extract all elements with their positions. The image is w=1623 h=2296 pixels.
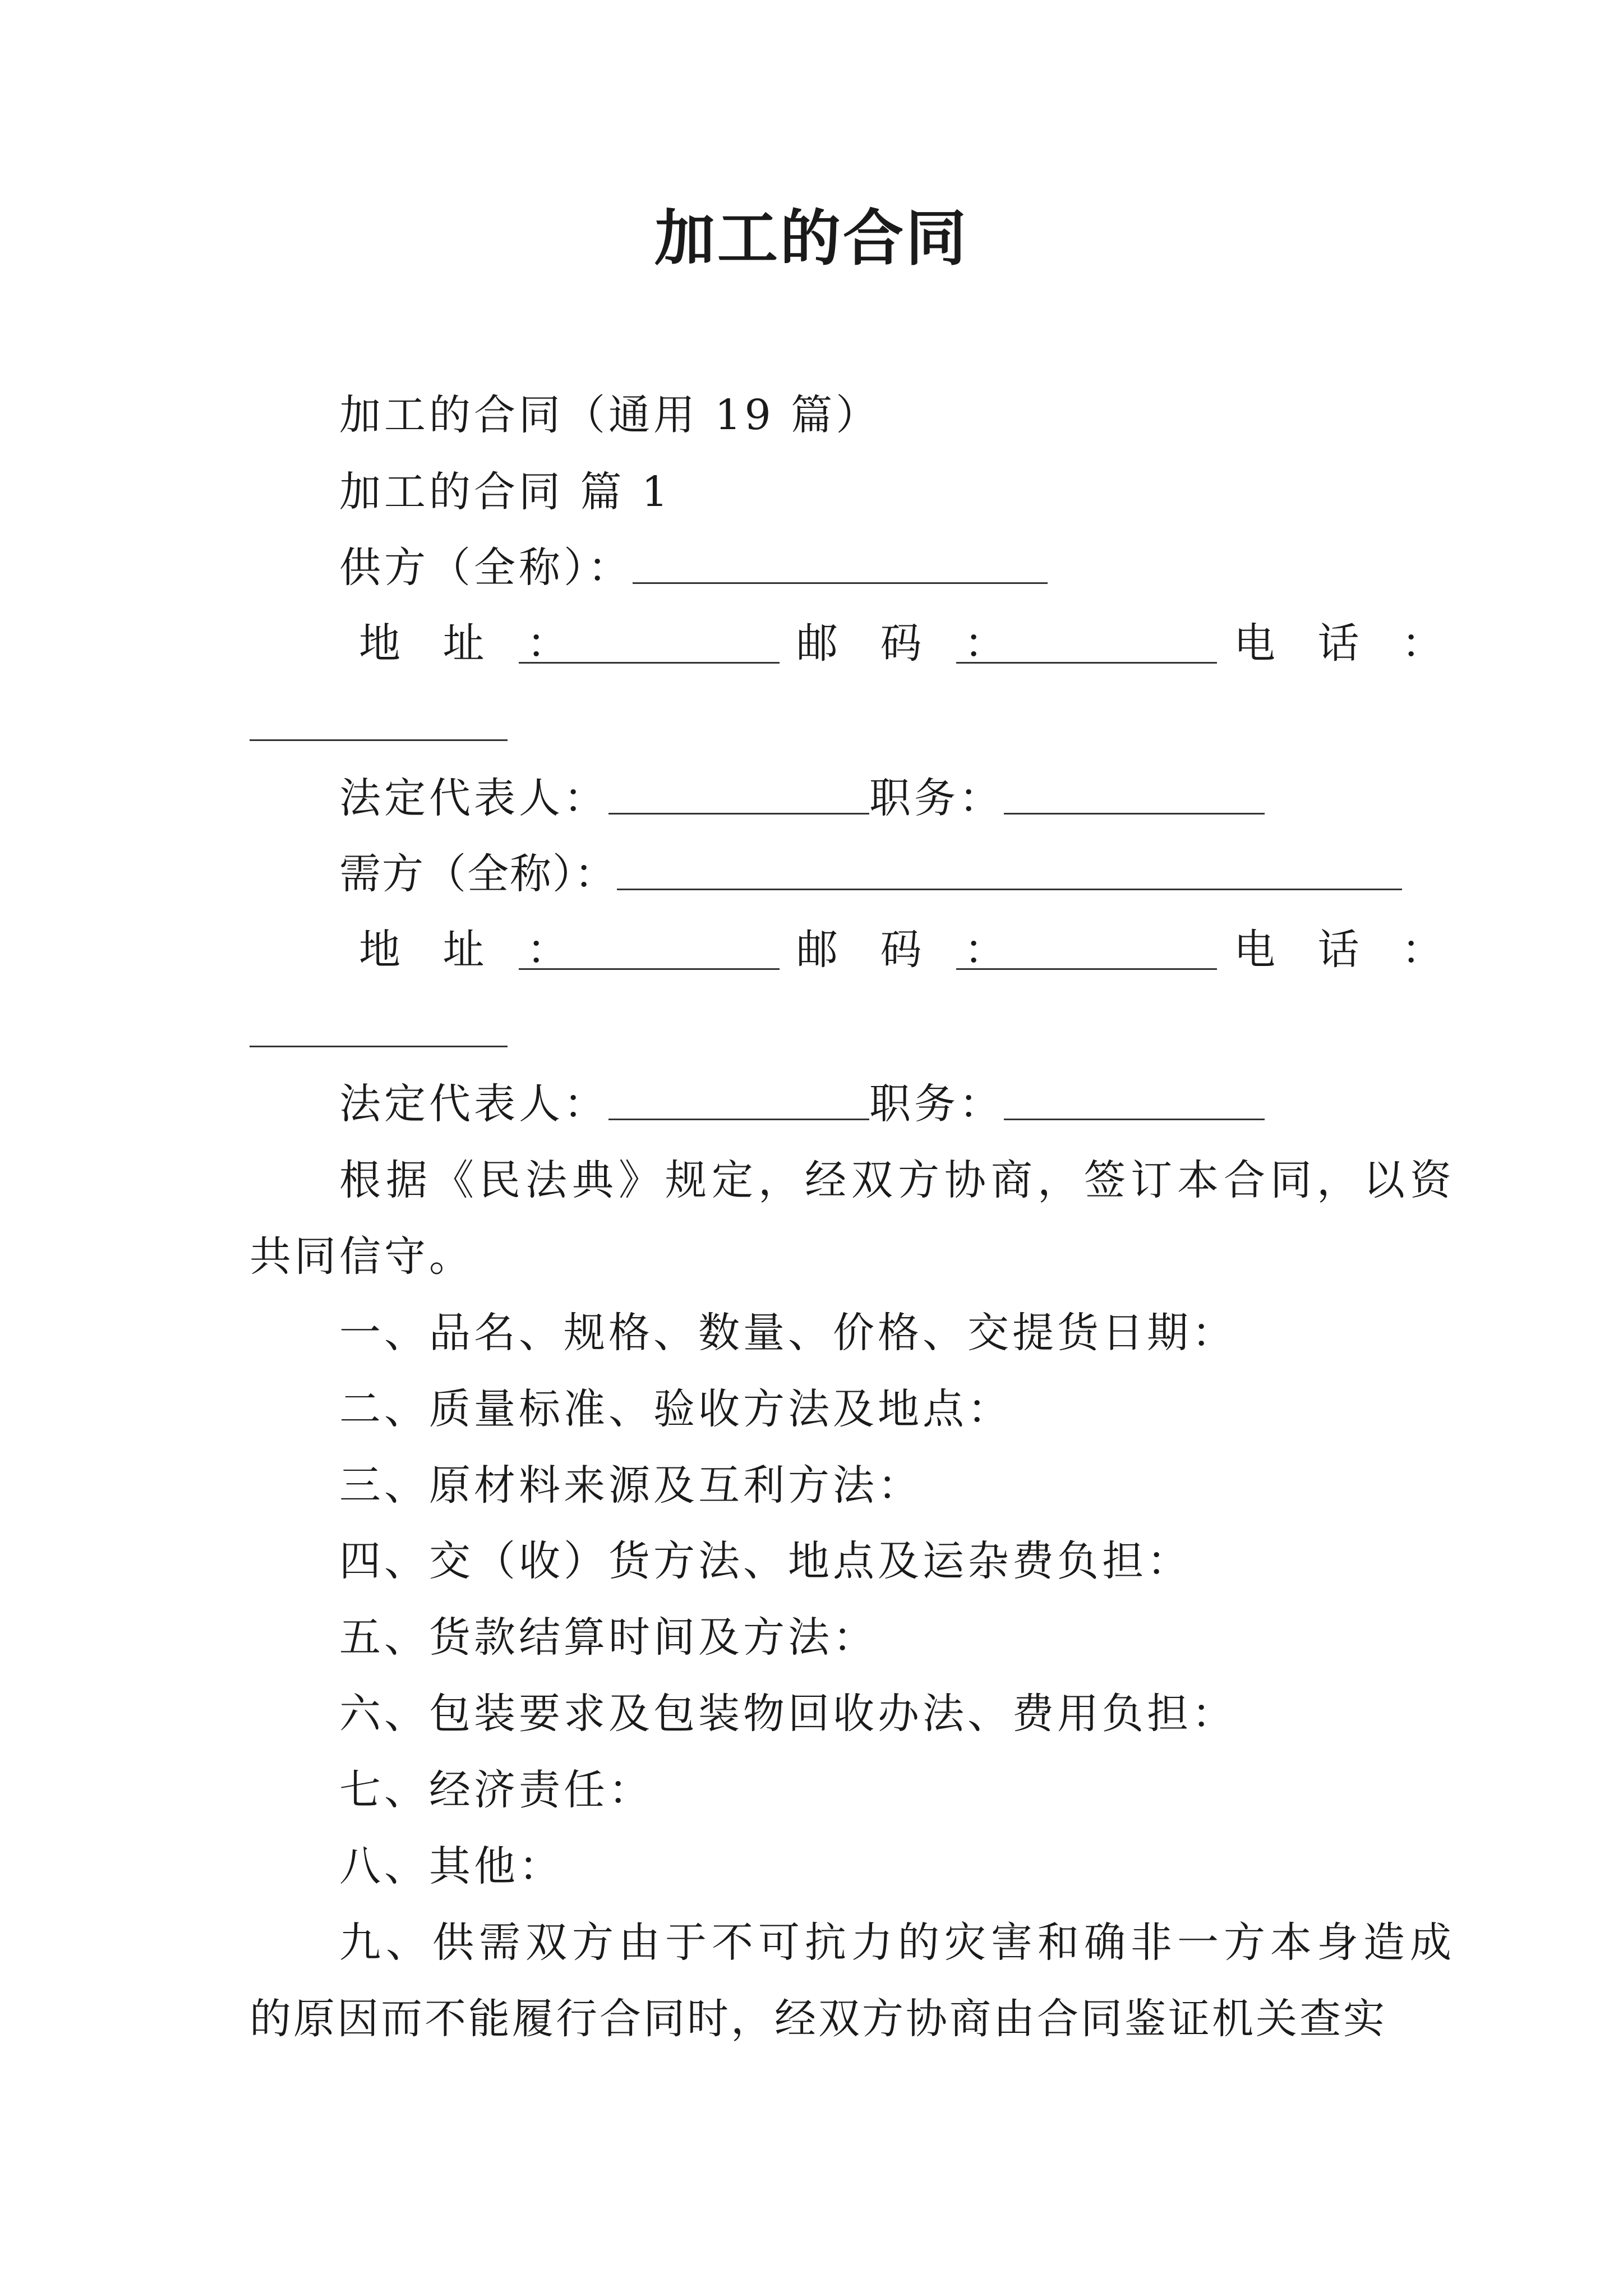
- buyer-rep-line: [339, 1076, 1382, 1132]
- buyer-position-label: 职务：: [869, 1080, 1004, 1128]
- supplier-address-blank: [519, 662, 780, 664]
- buyer-name-line: [339, 846, 1382, 902]
- buyer-postcode-blank: [956, 968, 1217, 970]
- clause-6: 六、包装要求及包装物回收办法、费用负担：: [339, 1690, 1237, 1738]
- intro-line-1: 根据《民法典》规定，经双方协商，签订本合同，以资: [339, 1156, 1456, 1204]
- buyer-postcode-label: 邮 码 ：: [796, 926, 1021, 974]
- clause-8: 八、其他：: [339, 1842, 564, 1890]
- supplier-rep-line: [339, 770, 1382, 826]
- buyer-rep-blank: [608, 1077, 869, 1120]
- buyer-position-blank: [1004, 1077, 1265, 1120]
- supplier-name-label: 供方（全称）：: [339, 544, 633, 592]
- supplier-postcode-label: 邮 码 ：: [796, 619, 1021, 668]
- clause-4: 四、交（收）货方法、地点及运杂费负担：: [339, 1537, 1192, 1585]
- buyer-name-label: 需方（全称）：: [339, 850, 617, 898]
- supplier-postcode-blank: [956, 662, 1217, 664]
- clause-9-line-2: 的原因而不能履行合同时，经双方协商由合同鉴证机关查实: [250, 1995, 1387, 2043]
- subtitle: 加工的合同（通用 19 篇）: [339, 391, 881, 439]
- supplier-name-blank: [633, 541, 1048, 584]
- section-heading: 加工的合同 篇 1: [339, 468, 672, 516]
- clause-3: 三、原材料来源及互利方法：: [339, 1461, 923, 1510]
- intro-line-2: 共同信守。: [250, 1232, 474, 1281]
- buyer-phone-blank: [250, 1046, 508, 1047]
- buyer-phone-label: 电 话 ：: [1234, 926, 1458, 974]
- buyer-rep-label: 法定代表人：: [339, 1080, 608, 1128]
- clause-1: 一、品名、规格、数量、价格、交提货日期：: [339, 1309, 1237, 1357]
- clause-9-line-1: 九、供需双方由于不可抗力的灾害和确非一方本身造成: [339, 1918, 1456, 1967]
- supplier-rep-label: 法定代表人：: [339, 774, 608, 822]
- clause-5: 五、货款结算时间及方法：: [339, 1613, 878, 1662]
- buyer-name-blank: [617, 847, 1402, 890]
- clause-2: 二、质量标准、验收方法及地点：: [339, 1385, 1012, 1433]
- supplier-position-blank: [1004, 771, 1265, 815]
- document-title: 加工的合同: [654, 203, 969, 274]
- supplier-name-line: [339, 540, 1382, 596]
- supplier-address-label: 地 址 ：: [359, 619, 583, 668]
- supplier-phone-blank: [250, 739, 508, 741]
- clause-7: 七、经济责任：: [339, 1766, 653, 1814]
- supplier-rep-blank: [608, 771, 869, 815]
- supplier-position-label: 职务：: [869, 774, 1004, 822]
- supplier-phone-label: 电 话 ：: [1234, 619, 1458, 668]
- buyer-address-label: 地 址 ：: [359, 926, 583, 974]
- buyer-address-blank: [519, 968, 780, 970]
